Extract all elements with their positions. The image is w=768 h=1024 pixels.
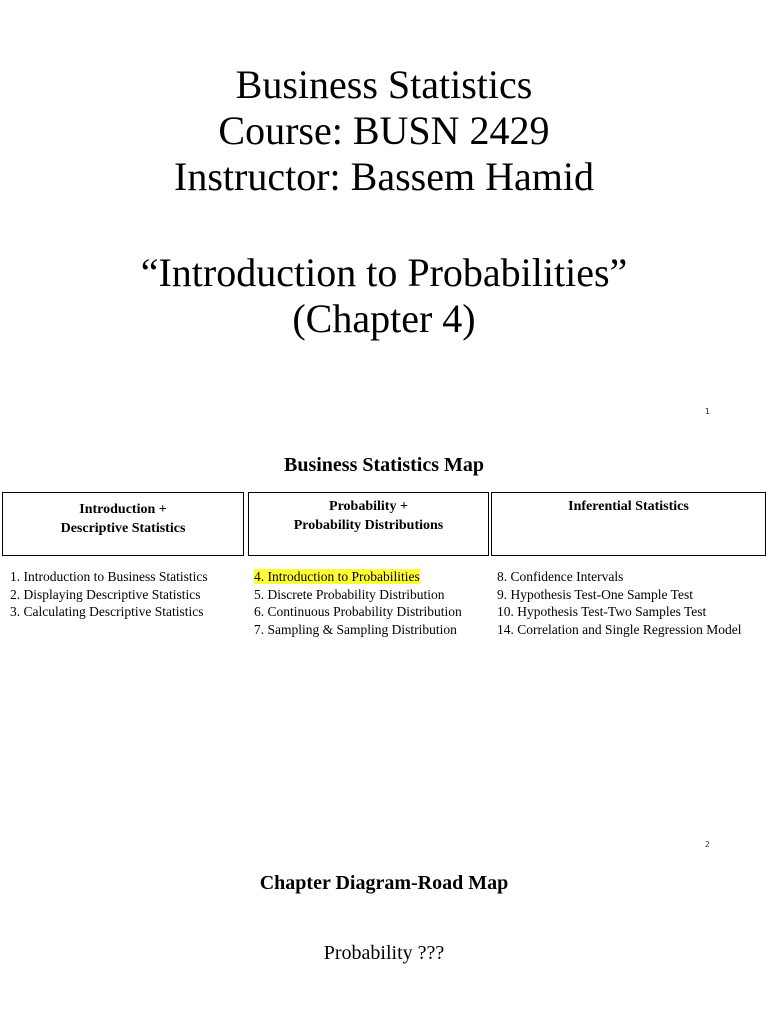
chapter-list-inferential bbox=[497, 568, 741, 638]
box-inferential bbox=[491, 492, 766, 556]
course-title: Business Statistics bbox=[235, 62, 533, 107]
highlighted-chapter: 4. Introduction to Probabilities bbox=[254, 569, 420, 584]
list-item: 8. Confidence Intervals bbox=[497, 569, 624, 584]
page-number-1: 1 bbox=[704, 407, 710, 416]
box-descriptive bbox=[2, 492, 244, 556]
box-line1: Introduction + bbox=[79, 502, 167, 517]
course-code: Course: BUSN 2429 bbox=[218, 108, 550, 153]
list-item: 5. Discrete Probability Distribution bbox=[254, 586, 445, 602]
list-item-current bbox=[254, 568, 462, 586]
slide-1 bbox=[0, 0, 768, 432]
map-title: Business Statistics Map bbox=[283, 454, 485, 476]
chapter-number: (Chapter 4) bbox=[292, 296, 476, 341]
box-line1: Inferential Statistics bbox=[568, 499, 689, 514]
title-block bbox=[0, 62, 768, 200]
chapter-list-descriptive bbox=[10, 568, 208, 621]
list-item: 6. Continuous Probability Distribution bbox=[254, 604, 462, 620]
list-item: 2. Displaying Descriptive Statistics bbox=[10, 586, 201, 602]
box-line2: Descriptive Statistics bbox=[60, 521, 186, 536]
box-line2: Probability Distributions bbox=[293, 518, 444, 533]
chapter-title-block bbox=[0, 250, 768, 342]
list-item: 1. Introduction to Business Statistics bbox=[10, 569, 208, 584]
instructor-name: Instructor: Bassem Hamid bbox=[174, 154, 594, 199]
list-item: 7. Sampling & Sampling Distribution bbox=[254, 621, 457, 637]
chapter-list-probability bbox=[254, 568, 462, 638]
road-map-title: Chapter Diagram-Road Map bbox=[259, 872, 509, 894]
box-probability bbox=[248, 492, 489, 556]
list-item: 9. Hypothesis Test-One Sample Test bbox=[497, 586, 693, 602]
slide-3 bbox=[0, 848, 768, 1024]
list-item: 10. Hypothesis Test-Two Samples Test bbox=[497, 604, 707, 620]
box-line1: Probability + bbox=[329, 499, 408, 514]
list-item: 3. Calculating Descriptive Statistics bbox=[10, 604, 204, 620]
road-map-text: Probability ??? bbox=[323, 942, 445, 964]
chapter-title: “Introduction to Probabilities” bbox=[140, 250, 628, 295]
page-number-2: 2 bbox=[704, 840, 710, 849]
slide-2 bbox=[0, 432, 768, 848]
list-item: 14. Correlation and Single Regression Model bbox=[497, 621, 742, 637]
